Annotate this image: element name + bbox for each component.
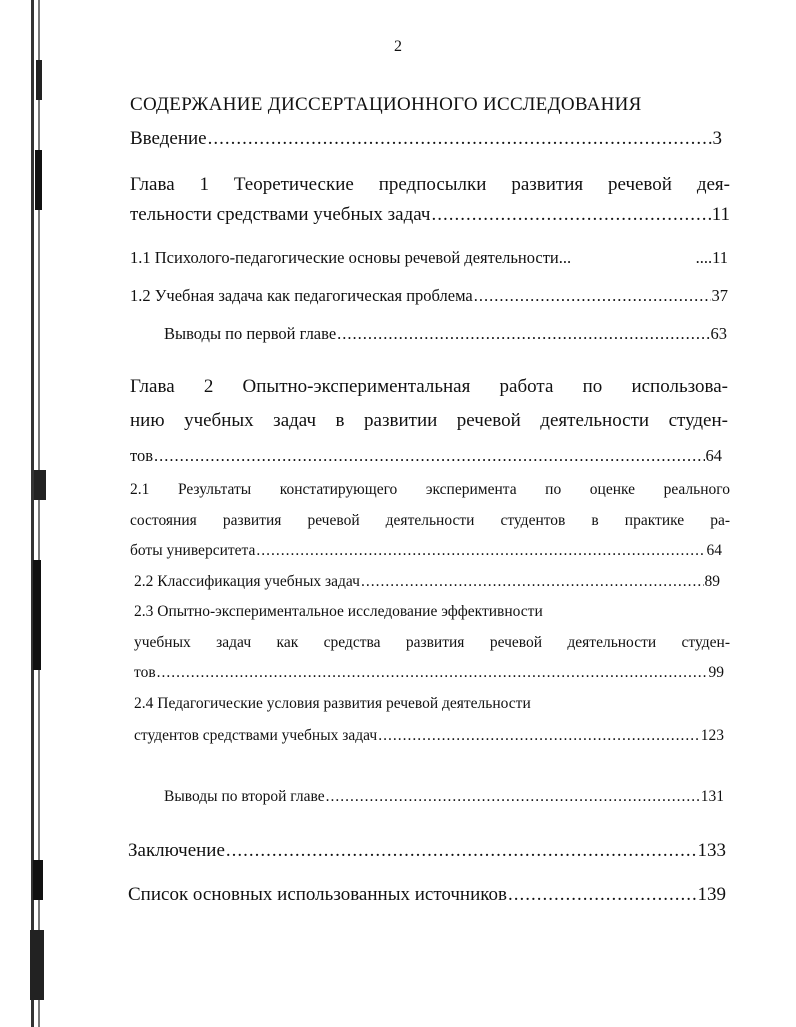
toc-entry-sources[interactable] (128, 884, 726, 906)
toc-entry-label: тельности средствами учебных задач (130, 204, 431, 225)
toc-entry-1-1[interactable] (130, 248, 728, 268)
toc-entry-page: 89 (704, 573, 720, 590)
toc-2-1-line1[interactable]: 2.1 Результаты констатирующего эксперимента по оценке реального (130, 481, 730, 498)
toc-entry-label: тов (134, 664, 156, 681)
toc-entry-label: 1.2 Учебная задача как педагогическая проблема (130, 286, 473, 305)
toc-entry-label: Выводы по первой главе (164, 324, 337, 343)
toc-entry-2-3[interactable] (134, 664, 724, 682)
toc-entry-label: боты университета (130, 542, 256, 559)
toc-entry-2-2[interactable] (134, 573, 720, 591)
toc-entry-page: ....11 (695, 248, 728, 267)
dot-leader (154, 446, 704, 466)
toc-entry-page: 133 (697, 840, 726, 861)
toc-entry-page: 123 (700, 727, 724, 744)
toc-entry-conclusion[interactable] (128, 840, 726, 862)
toc-entry-intro[interactable] (130, 128, 722, 150)
toc-entry-chapter1[interactable] (130, 204, 730, 226)
dot-leader (226, 840, 697, 862)
toc-entry-page: 64 (706, 542, 722, 559)
toc-entry-label: студентов средствами учебных задач (134, 727, 378, 744)
toc-entry-page: 63 (710, 324, 727, 343)
toc-entry-2-1[interactable] (130, 542, 722, 560)
toc-entry-label: тов (130, 446, 154, 465)
toc-entry-label: Введение (130, 128, 207, 149)
toc-heading: СОДЕРЖАНИЕ ДИССЕРТАЦИОННОГО ИССЛЕДОВАНИЯ (130, 94, 642, 115)
toc-entry-page: 131 (700, 788, 724, 805)
toc-entry-page: 139 (697, 884, 726, 905)
dot-leader (157, 664, 708, 682)
toc-entry-page: 3 (712, 128, 722, 149)
dot-leader (256, 542, 705, 560)
scan-edge-artifact (0, 0, 70, 1027)
toc-entry-label: 2.2 Классификация учебных задач (134, 573, 360, 590)
dot-leader (474, 286, 711, 306)
toc-entry-label: 1.1 Психолого-педагогические основы речевой деятельности... (130, 248, 572, 267)
toc-chapter2-line2[interactable]: нию учебных задач в развитии речевой деятельности студен- (130, 410, 728, 431)
toc-entry-chapter2[interactable] (130, 446, 722, 466)
toc-entry-page: 11 (711, 204, 730, 225)
dot-leader (326, 788, 700, 806)
toc-chapter1-line1[interactable]: Глава 1 Теоретические предпосылки развития речевой дея- (130, 174, 730, 195)
dot-leader (337, 324, 709, 344)
toc-entry-2-4[interactable] (134, 727, 724, 745)
dot-leader (508, 884, 696, 906)
toc-entry-page: 37 (711, 286, 728, 305)
toc-entry-conclusions-1[interactable] (164, 324, 727, 344)
toc-2-4-line1[interactable]: 2.4 Педагогические условия развития речевой деятельности (134, 695, 531, 712)
toc-entry-conclusions-2[interactable] (164, 788, 724, 806)
dot-leader (208, 128, 712, 150)
toc-entry-label: Выводы по второй главе (164, 788, 325, 805)
dot-leader (378, 727, 700, 745)
toc-2-3-line2[interactable]: учебных задач как средства развития речевой деятельности студен- (134, 634, 730, 651)
toc-entry-page: 99 (708, 664, 724, 681)
toc-entry-1-2[interactable] (130, 286, 728, 306)
toc-entry-label: Список основных использованных источников (128, 884, 508, 905)
dot-leader (361, 573, 704, 591)
toc-2-1-line2[interactable]: состояния развития речевой деятельности студентов в практике ра- (130, 512, 730, 529)
toc-2-3-line1[interactable]: 2.3 Опытно-экспериментальное исследование эффективности (134, 603, 543, 620)
toc-entry-label: Заключение (128, 840, 225, 861)
toc-chapter2-line1[interactable]: Глава 2 Опытно-экспериментальная работа по использова- (130, 376, 728, 397)
dot-leader (431, 204, 710, 226)
toc-entry-page: 64 (705, 446, 722, 465)
page-number: 2 (394, 38, 402, 55)
